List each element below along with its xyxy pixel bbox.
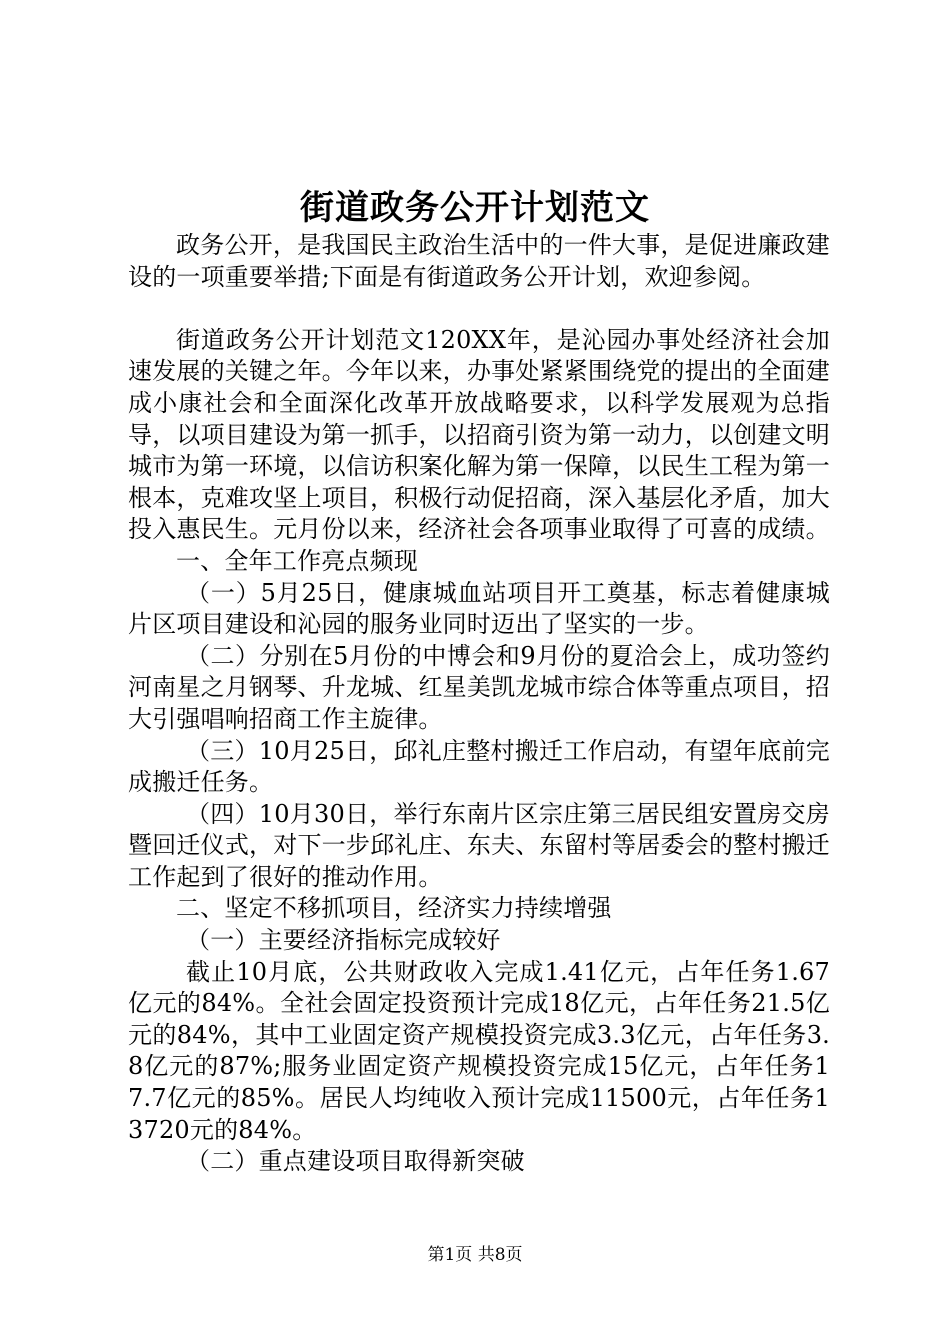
page-footer: 第1页 共8页 [427, 1245, 523, 1265]
list-item: （三）10月25日，邱礼庄整村搬迁工作启动，有望年底前完成搬迁任务。 [128, 736, 830, 797]
list-item: （四）10月30日，举行东南片区宗庄第三居民组安置房交房暨回迁仪式，对下一步邱礼庄、东夫、东留村等居委会的整村搬迁工作起到了很好的推动作用。 [128, 799, 830, 891]
list-item: （一）5月25日，健康城血站项目开工奠基，标志着健康城片区项目建设和沁园的服务业同时迈出了坚实的一步。 [128, 578, 830, 639]
section-heading: 一、全年工作亮点频现 [176, 546, 418, 575]
body-paragraph: 街道政务公开计划范文120XX年，是沁园办事处经济社会加速发展的关键之年。今年以来，办事处紧紧围绕党的提出的全面建成小康社会和全面深化改革开放战略要求，以科学发展观为总指导，以项目建设为第一抓手，以招商引资为第一动力，以创建文明城市为第一环境，以信访积案化解为第一保障，以民生工程为第一根本，克难攻坚上项目，积极行动促招商，深入基层化矛盾，加大投入惠民生。元月份以来，经济社会各项事业取得了可喜的成绩。 [128, 325, 830, 544]
paragraph-spacer [128, 293, 830, 325]
section-heading: 二、坚定不移抓项目，经济实力持续增强 [176, 894, 612, 923]
document-title: 街道政务公开计划范文 [300, 188, 650, 228]
document-body [128, 230, 830, 1178]
list-item: （二）分别在5月份的中博会和9月份的夏洽会上，成功签约河南星之月钢琴、升龙城、红星美凯龙城市综合体等重点项目，招大引强唱响招商工作主旋律。 [128, 641, 830, 733]
subsection-heading: （一）主要经济指标完成较好 [186, 926, 501, 955]
subsection-heading: （二）重点建设项目取得新突破 [186, 1147, 525, 1176]
body-paragraph: 截止10月底，公共财政收入完成1.41亿元，占年任务1.67亿元的84%。全社会固定投资预计完成18亿元，占年任务21.5亿元的84%，其中工业固定资产规模投资完成3.3亿元，占年任务3.8亿元的87%;服务业固定资产规模投资完成15亿元，占年任务17.7亿元的85%。居民人均纯收入预计完成11500元，占年任务13720元的84%。 [128, 957, 830, 1144]
intro-paragraph: 政务公开，是我国民主政治生活中的一件大事，是促进廉政建设的一项重要举措;下面是有街道政务公开计划，欢迎参阅。 [128, 231, 830, 291]
